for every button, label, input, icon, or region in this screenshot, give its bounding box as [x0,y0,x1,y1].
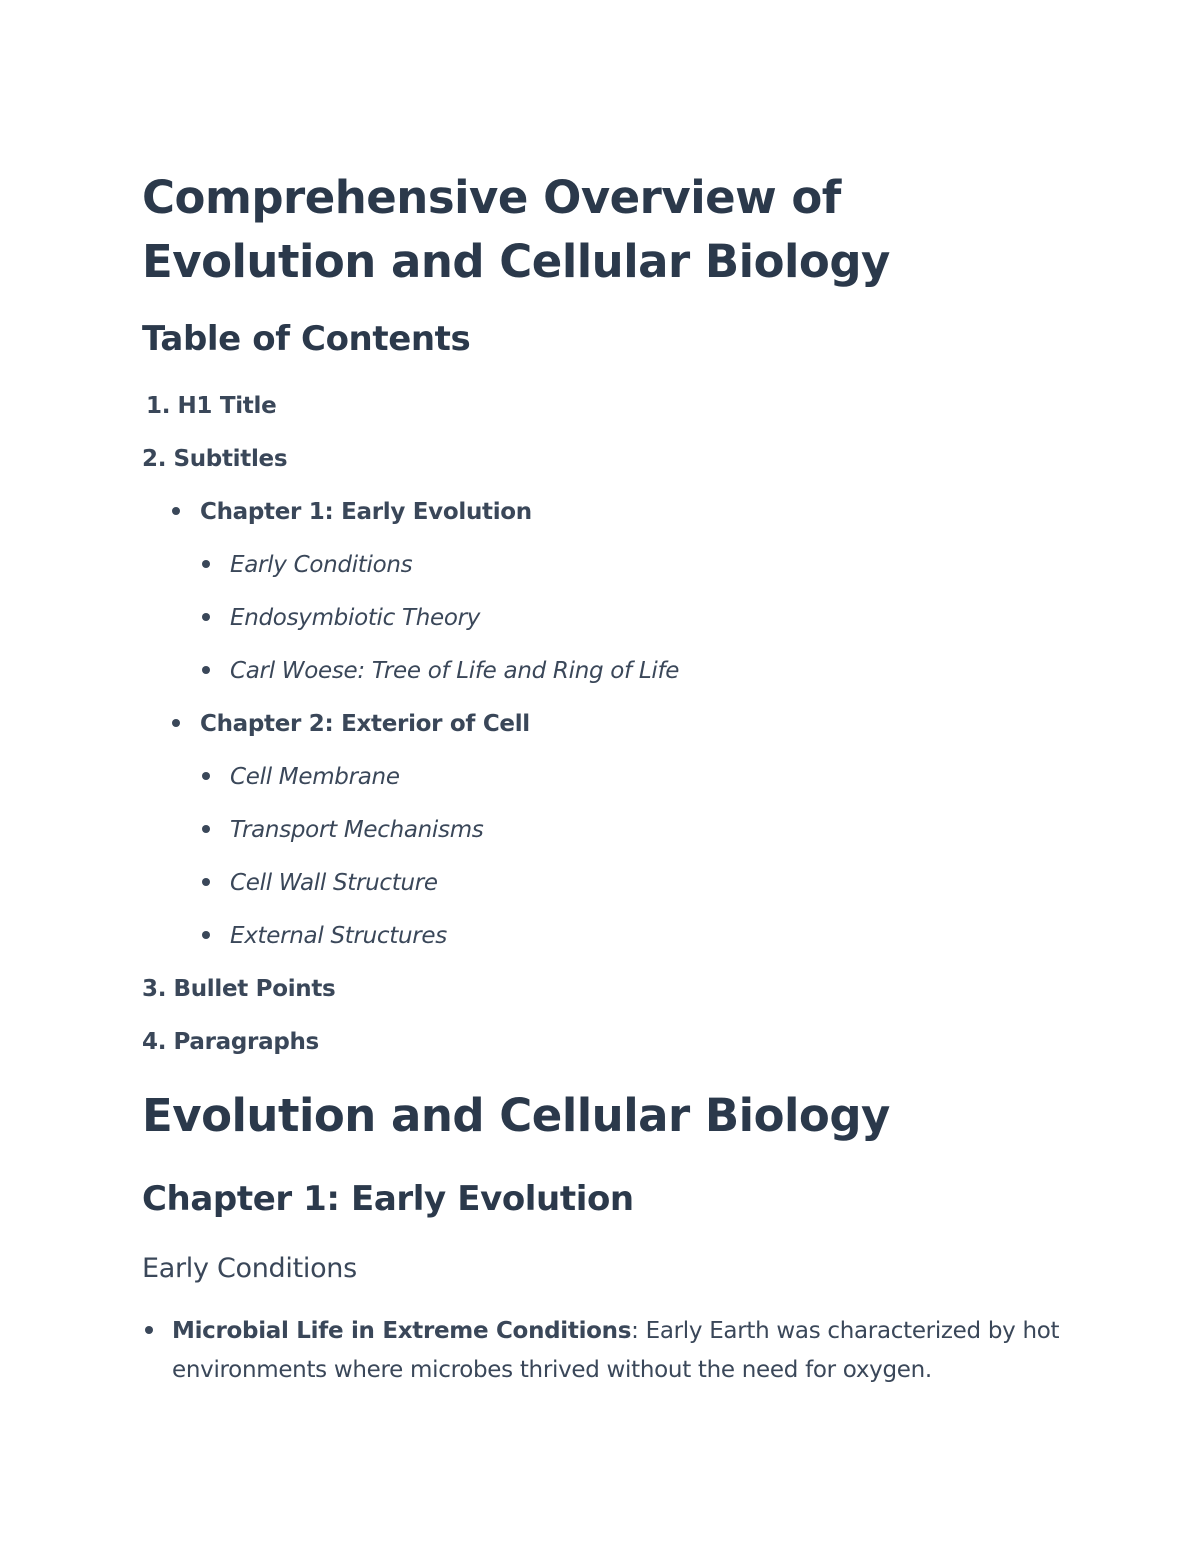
bullet-dot [202,666,210,674]
toc-item-number: 1. [146,393,171,419]
bullet-dot [202,560,210,568]
bullet-dot [202,825,210,833]
toc-sub-item [202,921,447,951]
bullet-term: Microbial Life in Extreme Conditions [172,1318,632,1344]
toc-chapter-item [172,497,532,527]
toc-sub-item [202,603,480,633]
section-title: Evolution and Cellular Biology [142,1089,890,1142]
toc-sub-label: Transport Mechanisms [230,817,484,843]
toc-sub-label: External Structures [230,923,447,949]
bullet-description: : Early Earth was characterized by hot environments where microbes thrived without the need for oxygen. [172,1318,1060,1383]
toc-sub-label: Endosymbiotic Theory [230,605,481,631]
toc-sub-item [202,550,412,580]
toc-item-label: H1 Title [177,393,277,419]
toc-chapter-label: Chapter 2: Exterior of Cell [200,711,530,737]
toc-item-label: Subtitles [173,446,288,472]
toc-item-label: Bullet Points [173,976,336,1002]
subsection-title: Early Conditions [142,1253,357,1284]
toc-sub-label: Early Conditions [230,552,413,578]
toc-item [146,391,276,421]
toc-item [142,444,287,474]
toc-item-label: Paragraphs [173,1029,319,1055]
toc-heading: Table of Contents [142,319,471,359]
chapter-title: Chapter 1: Early Evolution [142,1179,634,1219]
bullet-dot [202,613,210,621]
toc-sub-label: Cell Wall Structure [230,870,438,896]
toc-item-number: 3. [142,976,167,1002]
content-bullet-item [142,1312,1062,1390]
toc-sub-item [202,815,483,845]
bullet-dot [202,878,210,886]
document-title: Comprehensive Overview of Evolution and Cellular Biology [142,171,890,288]
toc-item-number: 4. [142,1029,167,1055]
toc-item [142,1027,319,1057]
bullet-dot [202,772,210,780]
toc-sub-item [202,868,438,898]
bullet-text [172,1312,1062,1390]
bullet-dot [172,507,180,515]
toc-item-number: 2. [142,446,167,472]
bullet-dot [202,931,210,939]
bullet-dot [145,1326,153,1334]
toc-sub-label: Carl Woese: Tree of Life and Ring of Life [230,658,680,684]
toc-sub-item [202,656,679,686]
toc-item [142,974,335,1004]
toc-chapter-item [172,709,530,739]
toc-chapter-label: Chapter 1: Early Evolution [200,499,532,525]
toc-sub-item [202,762,400,792]
toc-sub-label: Cell Membrane [230,764,400,790]
bullet-dot [172,719,180,727]
